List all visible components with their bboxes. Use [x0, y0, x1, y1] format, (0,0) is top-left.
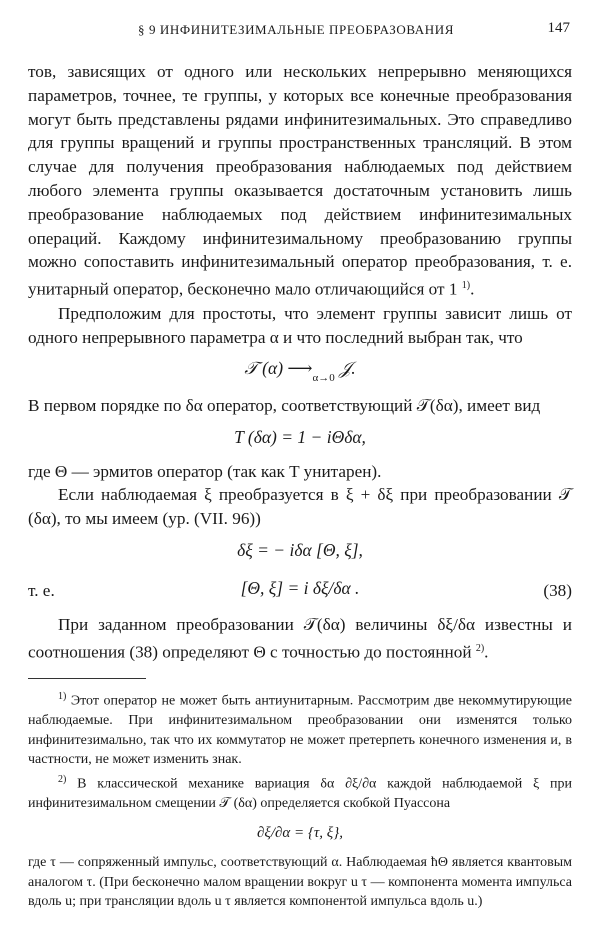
running-header — [28, 18, 572, 42]
poisson-formula: ∂ξ/∂α = {τ, ξ}, — [257, 824, 343, 841]
paragraph-1: тов, зависящих от одного или нескольких непрерывно меняющихся параметров, точнее, те группы, у которых все конечные преобразования могут быть представлены рядами инфинитезимальных. Это справедливо для группы вращений и группы пространственных трансляций. В этом случае для получения преобразования наблюдаемых под действием любого элемента группы оказывается достаточным установить лишь преобразование наблюдаемых под действием инфинитезимальных операций. Каждому инфинитезимальному преобразованию группы можно сопоставить инфинитезимальный оператор преобразования, т. е. унитарный оператор, бесконечно мало отличающийся от 1 $^{1)}$. — [28, 62, 572, 299]
paragraph-2: Предположим для простоты, что элемент группы зависит лишь от одного непрерывного параметра α и что последний выбран так, что — [28, 303, 572, 347]
footnote-1: $^{1)}$ Этот оператор не может быть антиунитарным. Рассмотрим две некоммутирующие наблюдаемые. При инфинитезимальном преобразовании они изменятся только инфинитезимально, так что их коммутатор не может претерпеть конечного изменения и, в частности, не может изменить знак. — [28, 691, 573, 768]
footnotes — [28, 687, 572, 911]
te-label: т. е. — [28, 580, 55, 600]
book-page — [28, 18, 572, 912]
equation-number: (38) — [543, 580, 572, 600]
page-number: 147 — [547, 20, 570, 36]
formula-variation: δξ = − iδα [Θ, ξ], — [237, 540, 363, 561]
footnote-2: $^{2)}$ В классической механике вариация δα ∂ξ/∂α каждой наблюдаемой ξ при инфинитезимальном смещении 𝒯 (δα) определяется скобкой Пуассона — [28, 773, 573, 812]
formula-limit: 𝒯 (α) $⟶_{\alpha\to 0}$ 𝒥. — [244, 358, 356, 385]
equation-38-body: [Θ, ξ] = i δξ/δα . — [240, 577, 360, 598]
footnote-divider — [28, 678, 146, 679]
paragraph-3: В первом порядке по δα оператор, соответствующий 𝒯(δα), имеет вид — [28, 396, 541, 416]
footnote-2-continued: где τ — сопряженный импульс, соответствующий α. Наблюдаемая ħΘ является квантовым аналогом τ. (При бесконечно малом вращении вокруг u τ — компонента момента импульса вдоль u; при трансляции вдоль u τ является компонентой импульса вдоль u.) — [28, 855, 572, 910]
paragraph-5: Если наблюдаемая ξ преобразуется в ξ + δξ при преобразовании 𝒯 (δα), то мы имеем (ур. (VII. 96)) — [28, 485, 572, 529]
paragraph-7: При заданном преобразовании 𝒯(δα) величины δξ/δα известны и соотношения (38) определяют Θ с точностью до постоянной $^{2)}$. — [28, 614, 572, 662]
paragraph-4: где Θ — эрмитов оператор (так как T унитарен). — [28, 461, 382, 481]
footnote-ref-2: 2) — [475, 642, 485, 654]
main-text — [28, 60, 572, 664]
equation-38 — [28, 573, 572, 609]
chapter-title: § 9 ИНФИНИТЕЗИМАЛЬНЫЕ ПРЕОБРАЗОВАНИЯ — [138, 22, 455, 37]
formula-operator: T (δα) = 1 − iΘδα, — [234, 426, 366, 447]
footnote-ref-1: 1) — [461, 280, 471, 292]
